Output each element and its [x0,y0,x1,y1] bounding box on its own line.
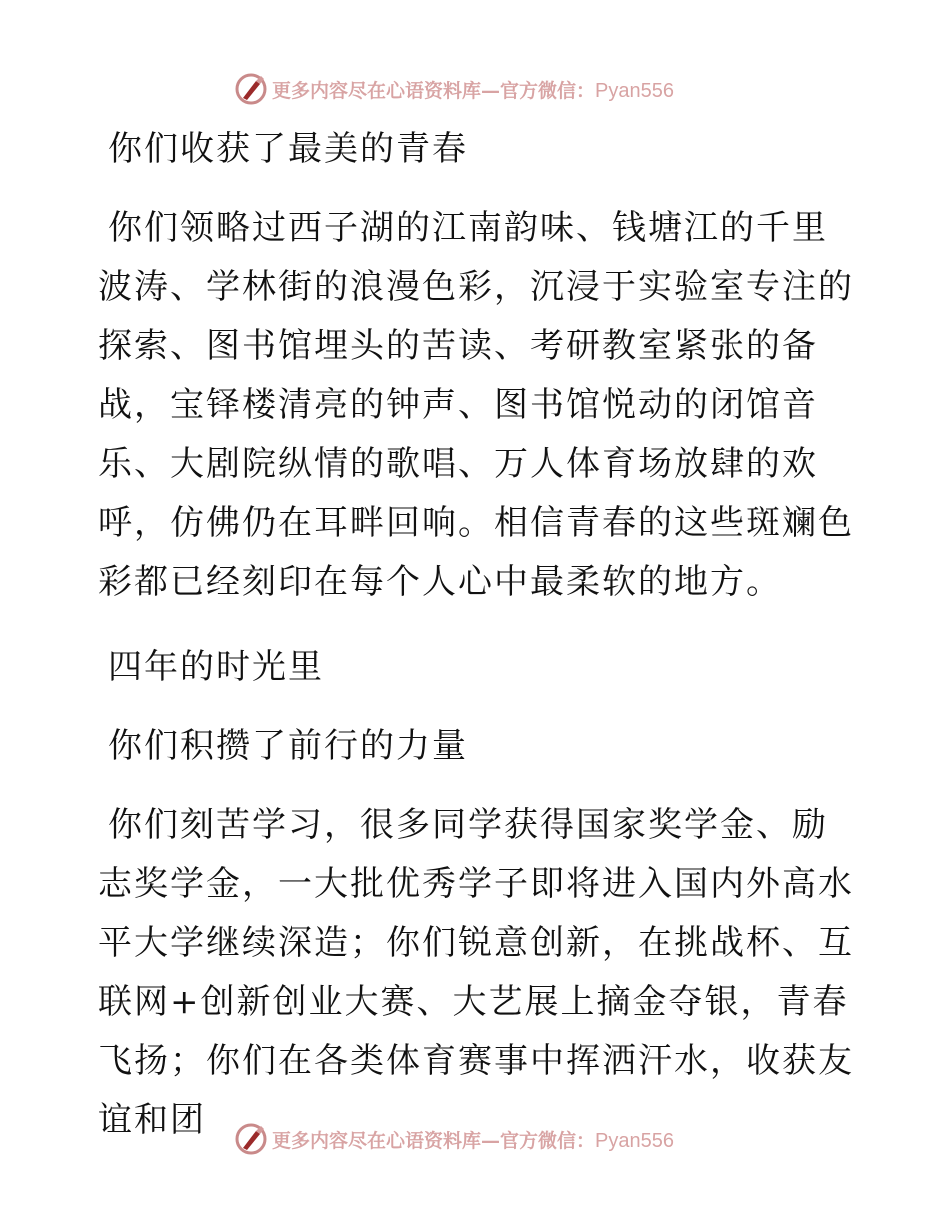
paragraph: 你们收获了最美的青春 [108,129,468,169]
header-text-latin: Pyan556 [595,80,674,102]
header-text-cn: 更多内容尽在心语资料库—官方微信： [272,80,596,102]
pen-logo-icon [234,72,268,106]
footer-text [272,1126,674,1153]
footer-banner [0,1120,950,1160]
footer-text-latin: Pyan556 [595,1130,674,1152]
header-text [272,76,674,103]
pen-logo-icon [234,1122,268,1156]
header-banner [0,70,950,110]
paragraph: 你们领略过西子湖的江南韵味、钱塘江的千里波涛、学林街的浪漫色彩，沉浸于实验室专注的探索、图书馆埋头的苦读、考研教室紧张的备战，宝铎楼清亮的钟声、图书馆悦动的闭馆音乐、大剧院纵情的歌唱、万人体育场放肆的欢呼，仿佛仍在耳畔回响。相信青春的这些斑斓色彩都已经刻印在每个人心中最柔软的地方。 [98,208,854,602]
paragraph: 你们积攒了前行的力量 [108,726,468,766]
document-body [98,120,858,1176]
paragraph: 你们刻苦学习，很多同学获得国家奖学金、励志奖学金，一大批优秀学子即将进入国内外高水平大学继续深造；你们锐意创新，在挑战杯、互联网+创新创业大赛、大艺展上摘金夺银，青春飞扬；你们在各类体育赛事中挥洒汗水，收获友谊和团 [98,805,854,1140]
footer-text-cn: 更多内容尽在心语资料库—官方微信： [272,1130,596,1152]
paragraph: 四年的时光里 [108,647,324,687]
